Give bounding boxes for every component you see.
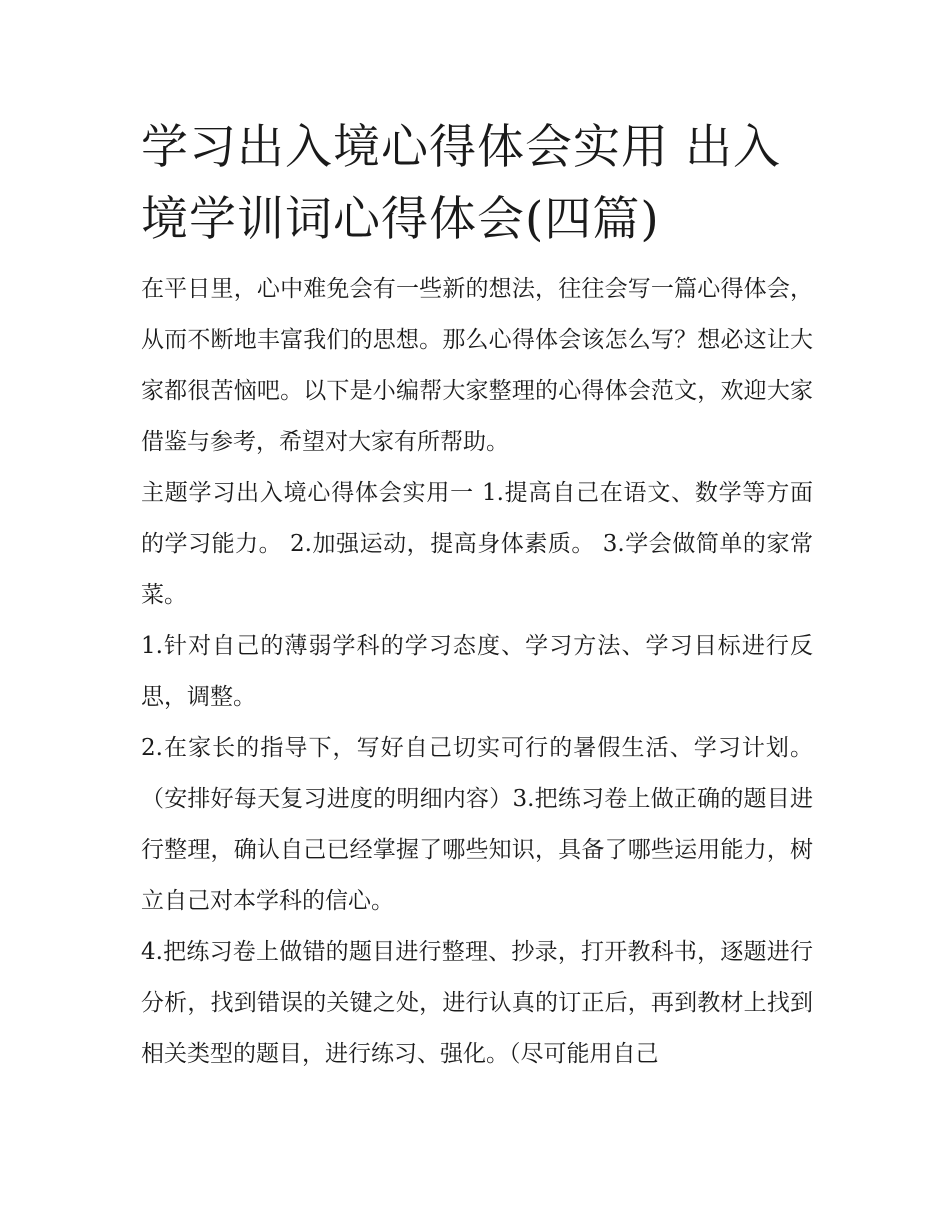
paragraph-intro: 在平日里，心中难免会有一些新的想法，往往会写一篇心得体会，从而不断地丰富我们的思想。那么心得体会该怎么写？想必这让大家都很苦恼吧。以下是小编帮大家整理的心得体会范文，欢迎大家借鉴与参考，希望对大家有所帮助。	[141, 276, 813, 455]
paragraph-item-1: 1.针对自己的薄弱学科的学习态度、学习方法、学习目标进行反思，调整。	[141, 633, 813, 710]
paragraph-item-4: 4.把练习卷上做错的题目进行整理、抄录，打开教科书，逐题进行分析，找到错误的关键之处，进行认真的订正后，再到教材上找到相关类型的题目，进行练习、强化。（尽可能用自己	[141, 939, 813, 1067]
paragraph-goals: 主题学习出入境心得体会实用一 1.提高自己在语文、数学等方面的学习能力。 2.加强运动，提高身体素质。 3.学会做简单的家常菜。	[141, 480, 813, 608]
document-title: 学习出入境心得体会实用 出入境学训词心得体会(四篇)	[141, 120, 781, 247]
paragraph-item-2-3: 2.在家长的指导下，写好自己切实可行的暑假生活、学习计划。（安排好每天复习进度的明细内容）3.把练习卷上做正确的题目进行整理，确认自己已经掌握了哪些知识，具备了哪些运用能力，树立自己对本学科的信心。	[141, 735, 813, 914]
document-page	[141, 112, 813, 1080]
document-body	[141, 264, 813, 1080]
